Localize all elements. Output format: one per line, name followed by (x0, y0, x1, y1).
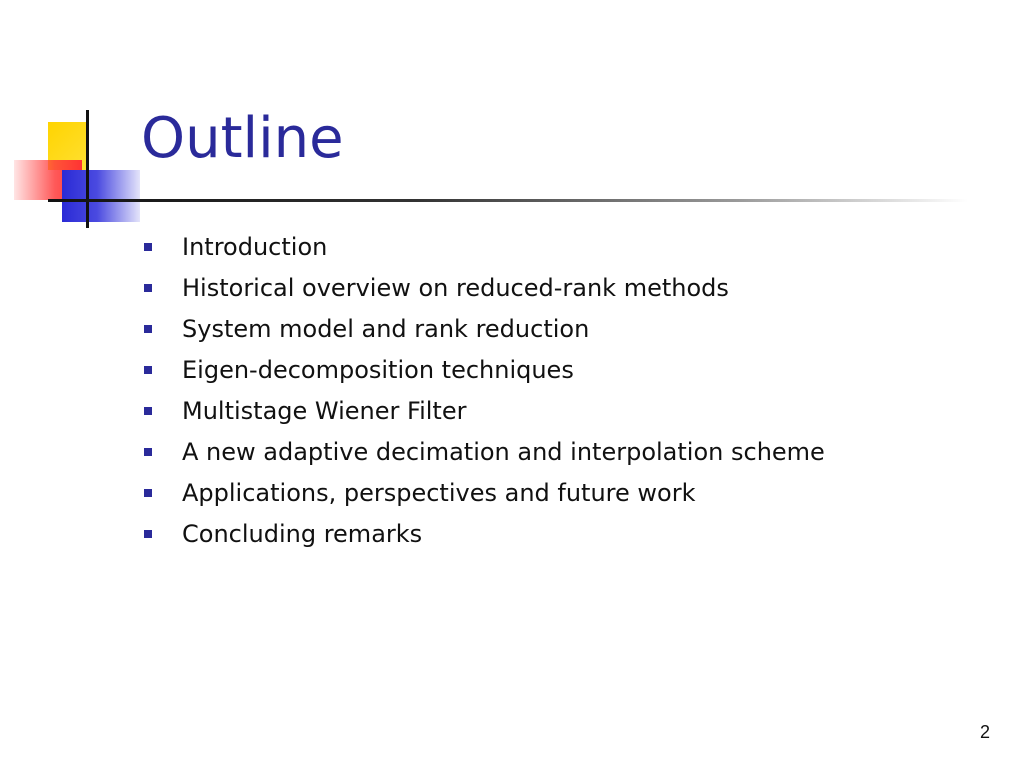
square-bullet-icon (144, 448, 152, 456)
bullet-item (144, 513, 825, 554)
bullet-text: Concluding remarks (182, 519, 423, 548)
slide-title: Outline (141, 106, 344, 171)
decor-vertical-line (86, 110, 89, 228)
bullet-text: A new adaptive decimation and interpolation scheme (182, 437, 825, 466)
square-bullet-icon (144, 243, 152, 251)
slide-decoration (0, 0, 150, 240)
page-number: 2 (979, 722, 990, 742)
bullet-text: Applications, perspectives and future work (182, 478, 696, 507)
square-bullet-icon (144, 366, 152, 374)
square-bullet-icon (144, 325, 152, 333)
square-bullet-icon (144, 284, 152, 292)
bullet-item (144, 226, 825, 267)
bullet-item (144, 308, 825, 349)
decor-blue-square (62, 170, 140, 222)
bullet-item (144, 349, 825, 390)
square-bullet-icon (144, 530, 152, 538)
bullet-text: Introduction (182, 232, 328, 261)
bullet-text: System model and rank reduction (182, 314, 590, 343)
bullet-item (144, 431, 825, 472)
bullet-list (144, 226, 825, 554)
title-underline (48, 199, 968, 202)
bullet-item (144, 472, 825, 513)
square-bullet-icon (144, 407, 152, 415)
bullet-item (144, 267, 825, 308)
bullet-text: Eigen-decomposition techniques (182, 355, 574, 384)
bullet-text: Multistage Wiener Filter (182, 396, 467, 425)
square-bullet-icon (144, 489, 152, 497)
bullet-text: Historical overview on reduced-rank methods (182, 273, 729, 302)
bullet-item (144, 390, 825, 431)
